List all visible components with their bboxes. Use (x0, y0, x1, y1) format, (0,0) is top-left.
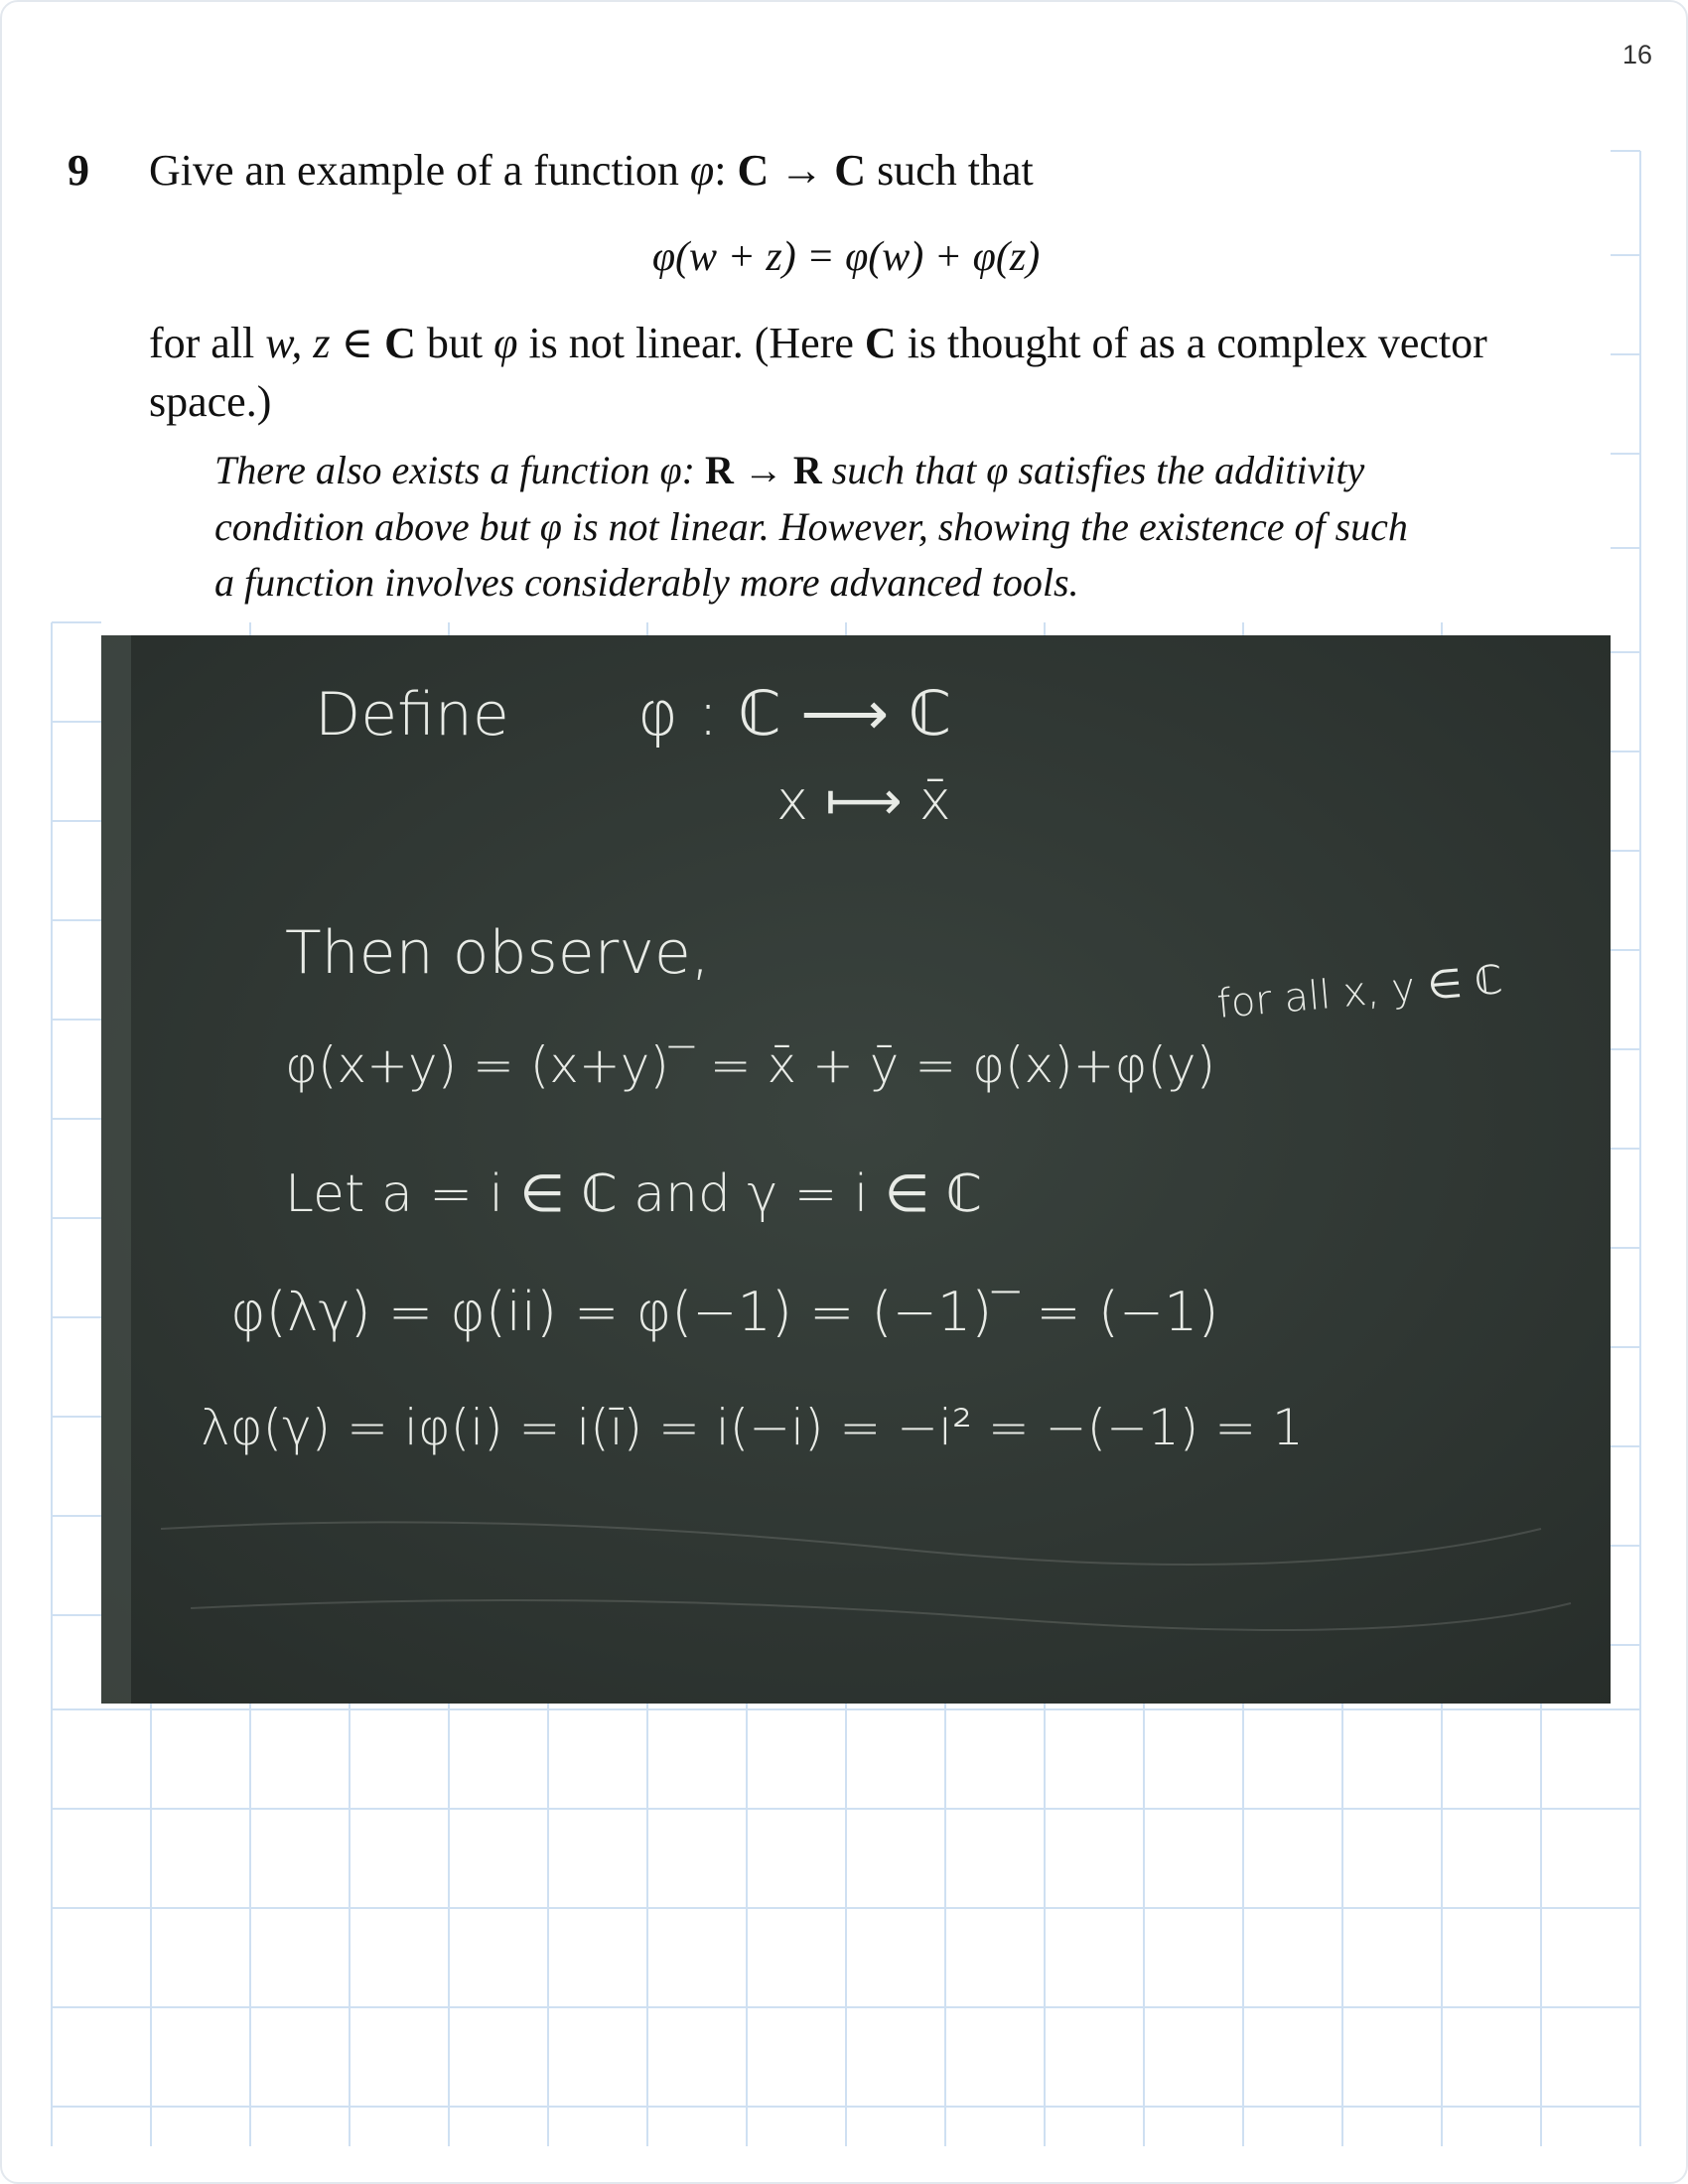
text-span: There also exists a function φ: (214, 448, 705, 492)
text-span: but (415, 319, 494, 367)
complex-symbol: C (864, 319, 897, 367)
problem-statement-line-2 (149, 318, 1487, 368)
chalk-then-observe: Then observe, (285, 918, 710, 988)
note-line-2: condition above but φ is not linear. However, showing the existence of such (214, 504, 1408, 549)
text-span: such that (866, 146, 1034, 195)
note-line-3: a function involves considerably more advanced tools. (214, 560, 1079, 605)
variables: w, z (265, 319, 331, 367)
problem-number: 9 (68, 146, 89, 195)
chalk-lambda-phi-gamma: λφ(γ) = iφ(i) = i(ī) = i(−i) = −i² = −(−1) = 1 (201, 1399, 1304, 1456)
phi-symbol: φ (493, 319, 518, 367)
board-edge (101, 635, 131, 1704)
complex-symbol: C (834, 146, 867, 195)
chalk-phi-lambda-gamma: φ(λγ) = φ(ii) = φ(−1) = (−1)‾ = (−1) (230, 1281, 1219, 1343)
page-number: 16 (1621, 40, 1652, 69)
chalk-define: Define (315, 680, 509, 750)
complex-symbol: C (737, 146, 770, 195)
text-span: Give an example of a function (149, 146, 690, 195)
phi-symbol: φ (689, 146, 715, 195)
additivity-equation: φ(w + z) = φ(w) + φ(z) (651, 234, 1041, 280)
problem-statement-line-3: space.) (149, 377, 272, 426)
text-span: ∈ (330, 319, 385, 367)
blackboard-photo (101, 635, 1611, 1704)
chalk-additivity-line: φ(x+y) = (x+y)‾ = x̄ + ȳ = φ(x)+φ(y) (285, 1036, 1216, 1094)
arrow-symbol: → (733, 448, 793, 492)
text-span: is not linear. (Here (517, 319, 865, 367)
text-span: : (714, 146, 738, 195)
text-span: such that φ satisfies the additivity (821, 448, 1365, 492)
complex-symbol: C (384, 319, 416, 367)
real-symbol: R (792, 448, 822, 492)
chalk-let-line: Let a = i ∈ ℂ and γ = i ∈ ℂ (285, 1164, 982, 1224)
chalk-map-bottom: x ⟼ x̄ (776, 769, 951, 832)
chalk-map-top: φ : ℂ ⟶ ℂ (637, 677, 952, 750)
arrow-symbol: → (769, 146, 835, 195)
note-line-1 (214, 447, 1364, 493)
real-symbol: R (704, 448, 734, 492)
problem-statement-line-1 (149, 145, 1034, 196)
text-span: is thought of as a complex vector (896, 319, 1487, 367)
chalk-for-all: for all x, y ∈ ℂ (1214, 957, 1504, 1027)
text-span: for all (149, 319, 266, 367)
